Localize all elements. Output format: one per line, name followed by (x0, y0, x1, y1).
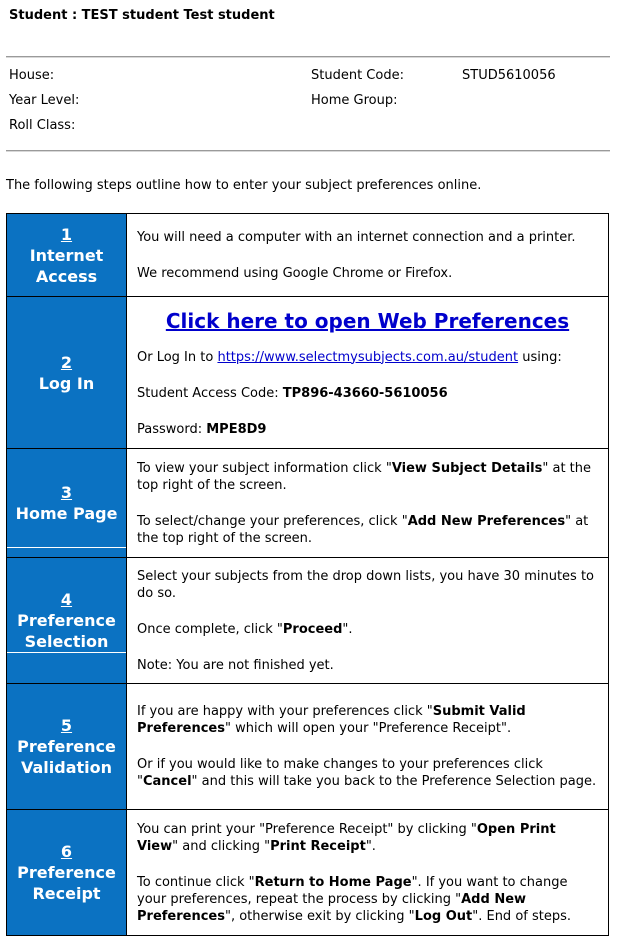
text-run: ". If you want to change your preferences, repeat the process by clicking " (137, 874, 568, 907)
step-number: 4 (60, 590, 73, 609)
step-4-content (127, 558, 609, 684)
password-line (137, 421, 598, 438)
step-text: Select your subjects from the drop down lists, you have 30 minutes to do so. (137, 568, 594, 601)
step-3-header (7, 449, 127, 558)
text-run: " and clicking " (172, 838, 271, 854)
step-number: 6 (60, 842, 73, 861)
step-title: Access (35, 266, 98, 286)
text-run-bold: Add New Preferences (137, 891, 527, 924)
step-text (137, 460, 598, 494)
text-run: ", otherwise exit by clicking " (224, 908, 415, 924)
step-title: Home Page (15, 504, 118, 523)
text-run: ". (365, 838, 376, 854)
step-6-header (7, 810, 127, 936)
access-code-label: Student Access Code: (137, 385, 283, 401)
step-number: 1 (60, 224, 73, 244)
text-run: " and this will take you back to the Preference Selection page. (191, 774, 597, 789)
header-underline (7, 547, 126, 548)
text-run: To continue click " (137, 874, 255, 890)
step-title: Preference (17, 737, 116, 756)
step-text (137, 756, 598, 790)
text-run-bold: Cancel (142, 774, 192, 789)
text-run-bold: Log Out (414, 908, 473, 924)
step-text (137, 621, 598, 638)
step-number: 2 (60, 352, 73, 372)
house-label: House: (9, 68, 55, 83)
step-title: Preference (17, 863, 116, 882)
step-2-header (7, 297, 127, 449)
step-5-header (7, 684, 127, 810)
login-url-link[interactable]: https://www.selectmysubjects.com.au/student (217, 349, 519, 365)
text-run-bold: Return to Home Page (254, 874, 412, 890)
step-1-content (127, 214, 609, 297)
page-title: Student : TEST student Test student (9, 8, 275, 23)
top-divider (6, 56, 610, 58)
roll-class-label: Roll Class: (9, 118, 76, 133)
step-2-content (127, 297, 609, 449)
home-group-label: Home Group: (311, 93, 398, 108)
password-label: Password: (137, 421, 207, 437)
steps-table (6, 213, 609, 936)
login-instruction (137, 349, 598, 366)
step-title: Selection (24, 632, 109, 651)
step-title: Log In (38, 373, 95, 393)
step-title: Internet (29, 245, 104, 265)
step-number: 5 (60, 716, 73, 735)
text-run: " at the top right of the screen. (137, 513, 589, 546)
step-text: We recommend using Google Chrome or Firefox. (137, 265, 453, 281)
text-run: Or if you would like to make changes to your preferences click " (137, 757, 543, 789)
text-run: " at the top right of the screen. (137, 460, 592, 493)
header-underline (7, 652, 126, 653)
step-text: You will need a computer with an internet connection and a printer. (137, 229, 576, 245)
text-run: To select/change your preferences, click " (137, 513, 408, 529)
login-prefix: Or Log In to (137, 349, 218, 365)
step-row-6 (7, 810, 609, 936)
step-row-5 (7, 684, 609, 810)
text-run-bold: Proceed (282, 621, 343, 637)
step-text (137, 821, 598, 855)
step-text (137, 703, 598, 737)
text-run: ". End of steps. (472, 908, 572, 924)
step-number: 3 (60, 483, 73, 502)
step-3-content (127, 449, 609, 558)
step-text (137, 874, 598, 925)
student-code-label: Student Code: (311, 68, 404, 83)
text-run: To view your subject information click " (137, 460, 392, 476)
step-1-header (7, 214, 127, 297)
step-row-4 (7, 558, 609, 684)
password-value: MPE8D9 (206, 421, 267, 437)
step-6-content (127, 810, 609, 936)
text-run-bold: Add New Preferences (407, 513, 566, 529)
open-web-preferences-link[interactable]: Click here to open Web Preferences (165, 308, 570, 333)
access-code-line (137, 385, 598, 402)
step-5-content (127, 684, 609, 810)
text-run: You can print your "Preference Receipt" by clicking " (137, 821, 477, 837)
step-title: Preference (17, 611, 116, 630)
text-run-bold: Submit Valid Preferences (137, 704, 526, 736)
text-run: " which will open your "Preference Receipt". (224, 721, 512, 736)
intro-text: The following steps outline how to enter your subject preferences online. (6, 178, 482, 193)
step-title: Receipt (32, 884, 101, 903)
text-run-bold: Open Print View (137, 821, 556, 854)
access-code-value: TP896-43660-5610056 (282, 385, 448, 401)
text-run: ". (342, 621, 353, 637)
text-run-bold: Print Receipt (270, 838, 366, 854)
step-row-1 (7, 214, 609, 297)
step-row-3 (7, 449, 609, 558)
text-run: If you are happy with your preferences click " (137, 704, 433, 719)
step-4-header (7, 558, 127, 684)
text-run: Once complete, click " (137, 621, 283, 637)
student-code-value: STUD5610056 (462, 68, 556, 83)
text-run-bold: View Subject Details (391, 460, 543, 476)
step-text (137, 513, 598, 547)
bottom-divider (6, 150, 610, 152)
year-level-label: Year Level: (9, 93, 80, 108)
step-text: Note: You are not finished yet. (137, 657, 334, 673)
login-suffix: using: (518, 349, 562, 365)
step-title: Validation (20, 758, 113, 777)
step-row-2 (7, 297, 609, 449)
